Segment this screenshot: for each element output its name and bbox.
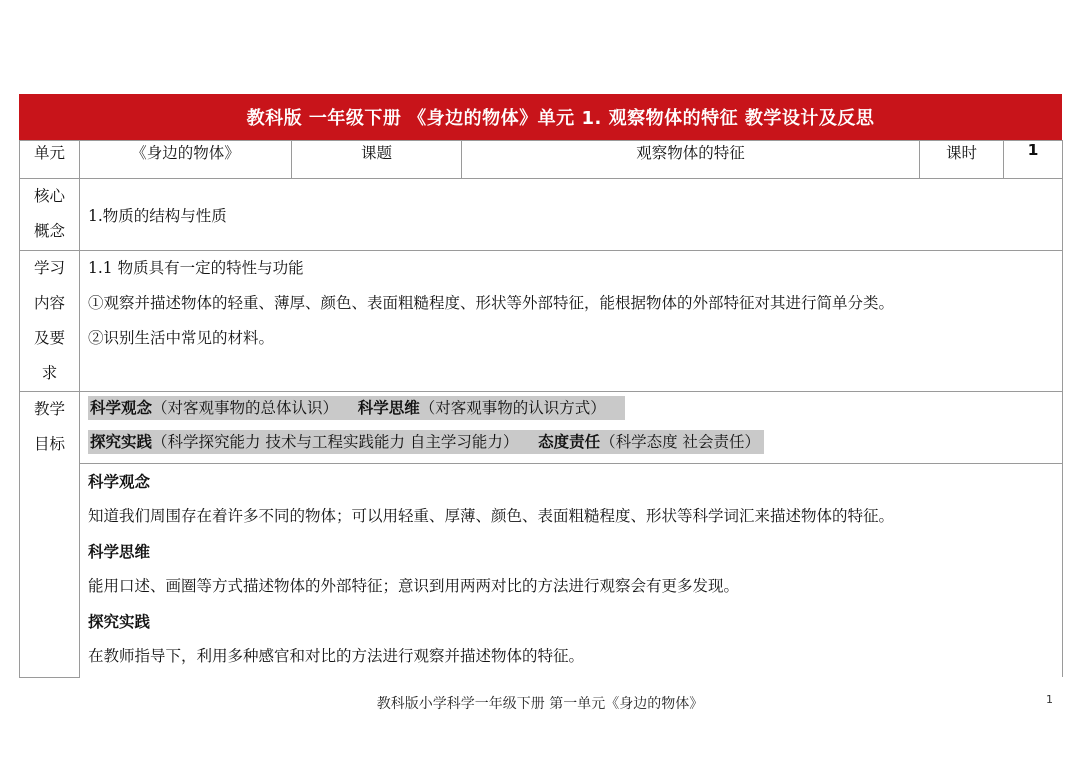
objectives-label-line: 目标	[33, 435, 65, 453]
objective-text: 知道我们周围存在着许多不同的物体；可以用轻重、厚薄、颜色、表面粗糙程度、形状等科学词汇来描述物体的特征。	[88, 507, 895, 525]
requirements-label	[20, 251, 80, 392]
objectives-details	[80, 464, 1063, 678]
core-concept-row	[20, 179, 1063, 251]
dimension-tag-line	[88, 430, 764, 454]
dimension-tag-line	[88, 396, 625, 420]
dimension-name: 态度责任	[538, 432, 601, 451]
requirements-label-line: 求	[41, 364, 58, 382]
page-number: 1	[1046, 693, 1053, 706]
info-row	[20, 141, 1063, 179]
objective-heading: 科学思维	[88, 542, 151, 561]
topic-value: 观察物体的特征	[462, 141, 920, 179]
dimension-desc: （对客观事物的认识方式）	[419, 399, 606, 417]
dimension-name: 科学思维	[357, 398, 420, 417]
core-concept-text: 1.物质的结构与性质	[88, 206, 227, 225]
core-concept-content	[80, 179, 1063, 251]
dimension-name: 探究实践	[90, 432, 153, 451]
requirements-line: ①观察并描述物体的轻重、薄厚、颜色、表面粗糙程度、形状等外部特征，能根据物体的外部特征对其进行简单分类。	[88, 294, 895, 312]
dimension-desc: （科学态度 社会责任）	[600, 433, 761, 451]
period-value: 1	[1004, 141, 1063, 179]
objective-heading: 科学观念	[88, 472, 151, 491]
page-footer: 教科版小学科学一年级下册 第一单元《身边的物体》	[376, 696, 704, 712]
requirements-label-line: 内容	[33, 294, 65, 312]
document-title: 教科版 一年级下册 《身边的物体》单元 1. 观察物体的特征 教学设计及反思	[246, 108, 875, 129]
requirements-row	[20, 251, 1063, 392]
period-label: 课时	[920, 141, 1004, 179]
objectives-label-line: 教学	[33, 400, 65, 418]
objectives-tags-row	[20, 392, 1063, 464]
requirements-content	[80, 251, 1063, 392]
dimension-name: 科学观念	[90, 398, 153, 417]
core-concept-label	[20, 179, 80, 251]
dimension-desc: （对客观事物的总体认识）	[152, 399, 339, 417]
requirements-line: 1.1 物质具有一定的特性与功能	[88, 259, 304, 277]
requirements-label-line: 及要	[33, 329, 65, 347]
dimension-desc: （科学探究能力 技术与工程实践能力 自主学习能力）	[152, 433, 519, 451]
document-title-banner	[19, 94, 1062, 140]
requirements-line: ②识别生活中常见的材料。	[88, 329, 275, 347]
core-concept-label-line: 核心	[33, 187, 65, 205]
objectives-dimension-tags	[80, 392, 1063, 464]
core-concept-label-line: 概念	[33, 222, 65, 240]
objective-text: 能用口述、画圈等方式描述物体的外部特征；意识到用两两对比的方法进行观察会有更多发现。	[88, 577, 740, 595]
unit-label: 单元	[20, 141, 80, 179]
lesson-design-table	[19, 140, 1063, 678]
objectives-details-row	[20, 464, 1063, 678]
objective-heading: 探究实践	[88, 612, 151, 631]
objective-text: 在教师指导下，利用多种感官和对比的方法进行观察并描述物体的特征。	[88, 647, 585, 665]
requirements-label-line: 学习	[33, 259, 65, 277]
objectives-label	[20, 392, 80, 678]
topic-label: 课题	[292, 141, 462, 179]
unit-value: 《身边的物体》	[80, 141, 292, 179]
